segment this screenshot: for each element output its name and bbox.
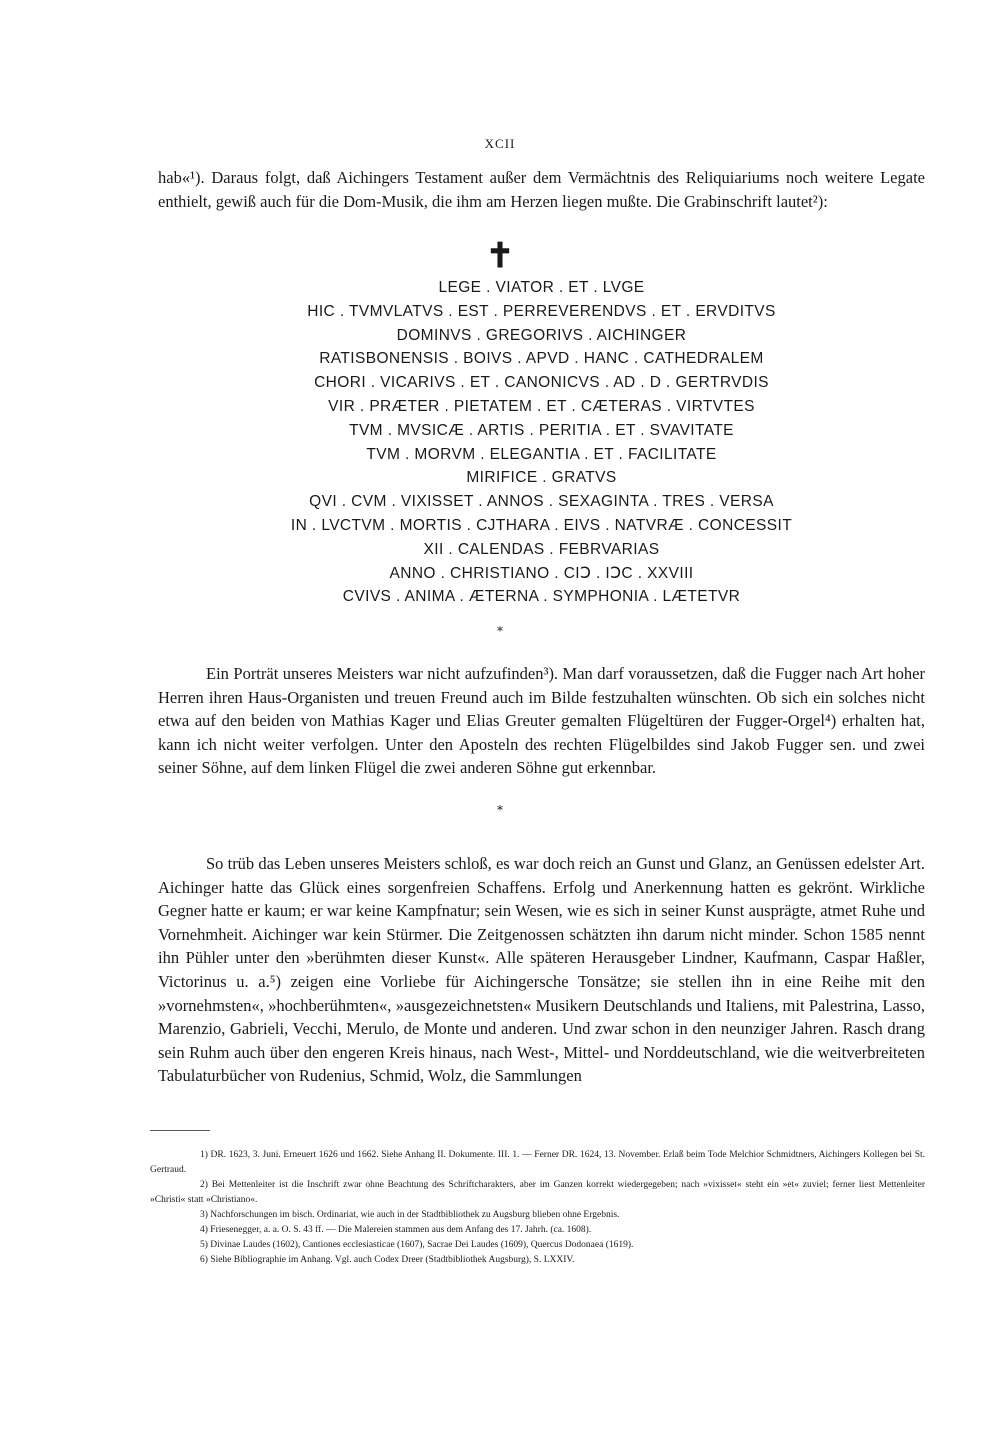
- inscription-line: VIR . PRÆTER . PIETATEM . ET . CÆTERAS . VIRTVTES: [328, 397, 755, 415]
- paragraph-text: So trüb das Leben unseres Meisters schloß, es war doch reich an Gunst und Glanz, an Genüssen edelster Art. Aichinger hatte das Glück eines sorgenfreien Schaffens. Erfolg und Anerkennung hatten es gekrönt. Wirkliche Gegner hatte er kaum; er war keine Kampfnatur; sein Wesen, wie es sich in seiner Kunst ausprägte, atmet Ruhe und Vornehmheit. Aichinger war kein Stürmer. Die Zeitgenossen schätzten ihn darum nicht minder. Schon 1585 nennt ihn Pühler unter den »berühmten dieser Kunst«. Alle späteren Herausgeber Lindner, Kaufmann, Caspar Haßler, Victorinus u. a.⁵) zeigen eine Vorliebe für Aichingersche Tonsätze; sie stellen ihn in eine Reihe mit den »vornehmsten«, »hochberühmten«, »ausgezeichnetsten« Musikern Deutschlands und Italiens, mit Palestrina, Lasso, Marenzio, Gabrieli, Vecchi, Merulo, de Monte und anderen. Und zwar schon in den neunziger Jahren. Rasch drang sein Ruhm auch über den engeren Kreis hinaus, nach West-, Mittel- und Norddeutschland, wie die weitverbreiteten Tabulaturbücher von Rudenius, Schmid, Wolz, die Sammlungen: [158, 854, 925, 1086]
- inscription-line: TVM . MORVM . ELEGANTIA . ET . FACILITATE: [366, 445, 717, 463]
- inscription-line: TVM . MVSICÆ . ARTIS . PERITIA . ET . SVAVITATE: [349, 421, 734, 439]
- footnote: 5) Divinae Laudes (1602), Cantiones ecclesiasticae (1607), Sacrae Dei Laudes (1609), Quercus Dodonaea (1619).: [200, 1240, 634, 1250]
- footnotes: [150, 1148, 925, 1268]
- footnote: 3) Nachforschungen im bisch. Ordinariat, wie auch in der Stadtbibliothek zu Augsburg blieben ohne Ergebnis.: [200, 1210, 620, 1220]
- inscription-line: XII . CALENDAS . FEBRVARIAS: [423, 540, 660, 558]
- cross-icon: ✝: [485, 236, 515, 276]
- section-separator: *: [497, 624, 503, 638]
- section-separator: *: [497, 803, 503, 817]
- page-number: XCII: [484, 136, 516, 151]
- footnote: 4) Friesenegger, a. a. O. S. 43 ff. — Die Malereien stammen aus dem Anfang des 17. Jahrh. (ca. 1608).: [200, 1225, 592, 1235]
- inscription-line: CHORI . VICARIVS . ET . CANONICVS . AD . D . GERTRVDIS: [314, 374, 769, 392]
- inscription-line: RATISBONENSIS . BOIVS . APVD . HANC . CATHEDRALEM: [319, 350, 764, 368]
- footnote-rule: [150, 1130, 210, 1131]
- footnote: 1) DR. 1623, 3. Juni. Erneuert 1626 und 1662. Siehe Anhang II. Dokumente. III. 1. — Ferner DR. 1624, 13. November. Erlaß beim Tode Melchior Schmidtners, Aichingers Kollegen bei St. Gertraud.: [150, 1150, 925, 1175]
- inscription-line: MIRIFICE . GRATVS: [466, 469, 617, 487]
- inscription-line: IN . LVCTVM . MORTIS . CJTHARA . EIVS . NATVRÆ . CONCESSIT: [290, 516, 793, 534]
- fame-paragraph: [158, 852, 925, 1088]
- paragraph-text: Ein Porträt unseres Meisters war nicht aufzufinden³). Man darf voraussetzen, daß die Fugger nach Art hoher Herren ihren Haus-Organisten und treuen Freund auch im Bilde festzuhalten wünschten. Ob sich ein solches nicht etwa auf den beiden von Mathias Kager und Elias Greuter gemalten Flügeltüren der Fugger-Orgel⁴) erhalten hat, kann ich nicht weiter verfolgen. Unter den Aposteln des rechten Flügelbildes sind Jakob Fugger sen. und zwei seiner Söhne, auf dem linken Flügel die zwei anderen Söhne gut erkennbar.: [158, 664, 925, 778]
- inscription-line: CVIVS . ANIMA . ÆTERNA . SYMPHONIA . LÆTETVR: [342, 588, 741, 606]
- inscription-line: QVI . CVM . VIXISSET . ANNOS . SEXAGINTA . TRES . VERSA: [309, 493, 774, 511]
- footnote: 2) Bei Mettenleiter ist die Inschrift zwar ohne Beachtung des Schriftcharakters, aber im Ganzen korrekt wiedergegeben; nach »vixisset« steht ein »et« zuviel; ferner liest Mettenleiter »Christi« statt »Christiano«.: [150, 1180, 925, 1205]
- intro-text: hab«¹). Daraus folgt, daß Aichingers Testament außer dem Vermächtnis des Reliquiariums noch weitere Legate enthielt, gewiß auch für die Dom-Musik, die ihm am Herzen liegen mußte. Die Grabinschrift lautet²):: [158, 168, 925, 211]
- footnote: 6) Siehe Bibliographie im Anhang. Vgl. auch Codex Dreer (Stadtbibliothek Augsburg), S. LXXIV.: [200, 1255, 575, 1265]
- intro-paragraph: [158, 166, 925, 213]
- inscription-line: DOMINVS . GREGORIVS . AICHINGER: [396, 326, 687, 344]
- inscription-line: LEGE . VIATOR . ET . LVGE: [438, 279, 645, 296]
- portrait-paragraph: [158, 662, 925, 780]
- epitaph-inscription: [158, 276, 925, 609]
- inscription-line: ANNO . CHRISTIANO . CIↃ . IↃC . XXVIII: [389, 564, 694, 582]
- inscription-line: HIC . TVMVLATVS . EST . PERREVERENDVS . ET . ERVDITVS: [307, 302, 776, 320]
